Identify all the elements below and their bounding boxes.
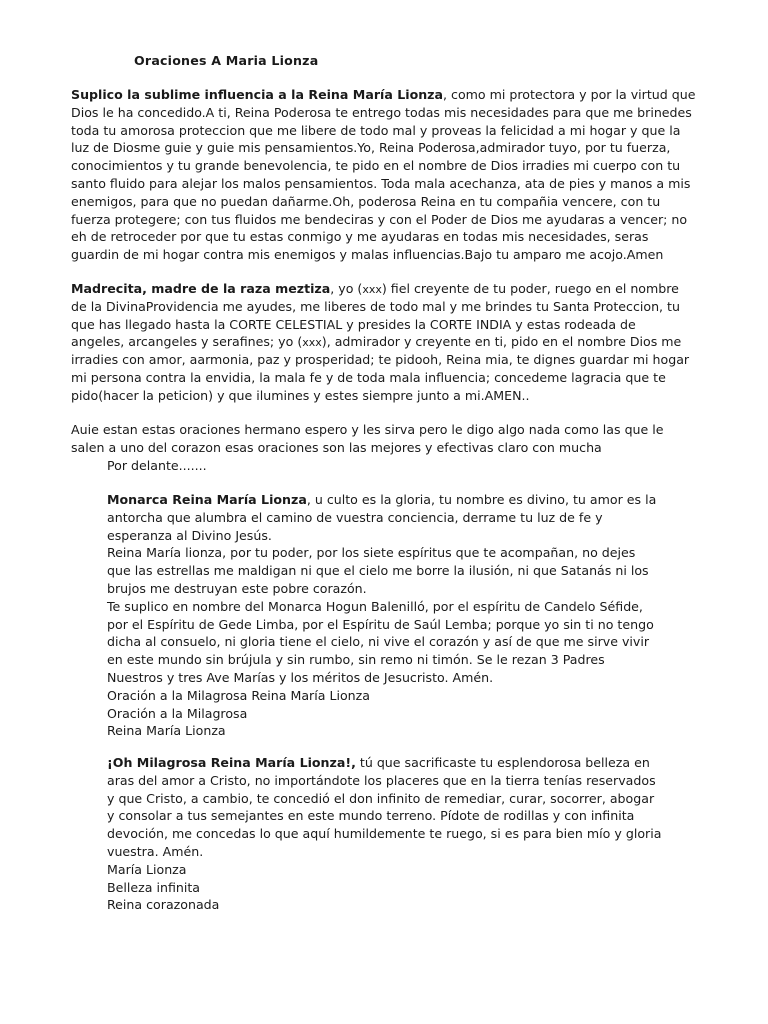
text-line [71,139,695,157]
line-text: que has llegado hasta la CORTE CELESTIAL y presides la CORTE INDIA y estas rodeada de [71,316,636,332]
line-text: , yo ( [330,281,363,296]
text-line [107,705,656,723]
text-line [107,457,207,475]
line-text: santo fluido para alejar los malos pensamientos. Toda mala acechanza, ata de pies y manos a mis [71,175,691,191]
line-text: Reina corazonada [107,897,220,913]
line-text: Oración a la Milagrosa Reina María Lionza [107,687,370,703]
text-line [107,633,656,651]
line-text: Belleza infinita [107,879,201,895]
line-text: Oración a la Milagrosa [107,705,248,721]
text-line [71,122,695,140]
text-line [71,246,695,264]
text-line [71,369,689,387]
line-text: devoción, me concedas lo que aquí humildemente te ruego, si es para bien mío y gloria [107,826,662,842]
text-line [107,687,656,705]
text-line [71,387,689,405]
paragraph-madrecita [71,280,689,405]
line-text: aras del amor a Cristo, no importándote los placeres que en la tierra tenías reservados [107,772,656,788]
text-line [107,879,661,897]
line-text: y que Cristo, a cambio, te concedió el don infinito de remediar, curar, socorrer, abogar [107,790,655,806]
text-line [107,580,656,598]
text-line [71,193,695,211]
line-text: , u culto es la gloria, tu nombre es divino, tu amor es la [306,492,657,507]
text-line [107,527,656,545]
text-line [107,598,656,616]
text-line [71,228,695,246]
text-line [107,509,656,527]
line-text: Auie estan estas oraciones hermano espero y les sirva pero le digo algo nada como las que le [71,422,664,437]
text-line [107,772,661,790]
bold-heading-text: Suplico la sublime influencia a la Reina María Lionza [71,87,444,102]
text-line [71,316,689,334]
document-title: Oraciones A Maria Lionza [134,53,319,68]
line-text: y consolar a tus semejantes en este mundo terreno. Pídote de rodillas y con infinita [107,808,635,824]
line-text: eh de retroceder por que tu estas conmigo y me ayudaras en todas mis necesidades, seras [71,229,649,245]
text-line [71,280,689,298]
text-line [71,104,695,122]
line-text: antorcha que alumbra el camino de vuestra conciencia, derrame tu luz de fe y [107,509,603,525]
line-text: esperanza al Divino Jesús. [107,527,272,543]
text-line [107,669,656,687]
text-line [107,896,661,914]
line-text: , como mi protectora y por la virtud que [443,87,696,102]
text-line [71,333,689,351]
text-line [71,175,695,193]
line-text: que las estrellas me maldigan ni que el cielo me borre la ilusión, ni que Satanás ni los [107,563,649,579]
line-text: Dios le ha concedido.A ti, Reina Poderosa te entrego todas mis necesidades para que me brinedes [71,104,692,120]
line-text: ), admirador y creyente en ti, pido en el nombre Dios me [321,334,682,350]
text-line [107,825,661,843]
line-text: fuerza protegere; con tus fluidos me bendeciras y con el Poder de Dios me ayudaras a vencer; no [71,211,688,227]
paragraph-monarca [107,491,656,740]
line-text: mi persona contra la envidia, la mala fe y de toda mala influencia; concedeme lagracia que te [71,369,666,385]
text-line [107,544,656,562]
text-line [71,439,664,457]
line-text: en este mundo sin brújula y sin rumbo, sin remo ni timón. Se le rezan 3 Padres [107,652,605,668]
text-line [107,807,661,825]
text-line [107,843,661,861]
line-text: pido(hacer la peticion) y que ilumines y estes siempre junto a mi.AMEN.. [71,387,530,403]
text-line [107,651,656,669]
text-line [107,616,656,634]
text-line [71,351,689,369]
paragraph-por-delante [107,457,207,475]
line-text: dicha al consuelo, ni gloria tiene el cielo, ni vive el corazón y así de que me sirve vivir [107,634,650,650]
line-text: Nuestros y tres Ave Marías y los méritos de Jesucristo. Amén. [107,669,494,685]
line-text: conocimientos y tu grande benevolencia, te pido en el nombre de Dios irradies mi cuerpo con tu [71,158,681,174]
placeholder-text: xxx [302,336,322,350]
placeholder-text: xxx [362,283,382,296]
line-text: María Lionza [107,861,187,877]
text-line [107,562,656,580]
line-text: Reina María Lionza [107,723,226,739]
line-text: irradies con amor, aarmonia, paz y prosperidad; te pidooh, Reina mia, te dignes guardar mi hogar [71,352,690,368]
text-line [71,157,695,175]
text-line [71,421,664,439]
line-text: Por delante....... [107,458,207,473]
line-text: ) fiel creyente de tu poder, ruego en el nombre [381,281,679,296]
line-text: salen a uno del corazon esas oraciones son las mejores y efectivas claro con mucha [71,439,602,455]
bold-heading-text: ¡Oh Milagrosa Reina María Lionza!, [107,755,356,770]
line-text: toda tu amorosa proteccion que me libere de todo mal y proveas la felicidad a mi hogar y que la [71,122,681,138]
text-line [71,86,695,104]
line-text: Te suplico en nombre del Monarca Hogun Balenilló, por el espíritu de Candelo Séfide, [107,598,643,614]
paragraph-suplico [71,86,695,264]
text-line [71,211,695,229]
line-text: de la DivinaProvidencia me ayudes, me liberes de todo mal y me brindes tu Santa Proteccion, tu [71,298,680,314]
text-line [71,298,689,316]
line-text: brujos me destruyan este pobre corazón. [107,580,367,596]
bold-heading-text: Monarca Reina María Lionza [107,492,307,507]
text-line [107,790,661,808]
line-text: vuestra. Amén. [107,843,204,859]
paragraph-comment [71,421,664,457]
line-text: por el Espíritu de Gede Limba, por el Espíritu de Saúl Lemba; porque yo sin ti no tengo [107,616,654,632]
line-text: luz de Diosme guie y guie mis pensamientos.Yo, Reina Poderosa,admirador tuyo, por tu fuerza, [71,140,671,156]
bold-heading-text: Madrecita, madre de la raza meztiza [71,281,331,296]
line-text: angeles, arcangeles y serafines; yo ( [71,334,303,350]
text-line [107,754,661,772]
text-line [107,861,661,879]
line-text: Reina María lionza, por tu poder, por los siete espíritus que te acompañan, no dejes [107,545,636,561]
text-line [107,722,656,740]
line-text: enemigos, para que no puedan dañarme.Oh, poderosa Reina en tu compañia vencere, con tu [71,193,661,209]
text-line [107,491,656,509]
paragraph-milagrosa [107,754,661,914]
line-text: guardin de mi hogar contra mis enemigos y malas influencias.Bajo tu amparo me acojo.Amen [71,247,664,263]
line-text: tú que sacrificaste tu esplendorosa belleza en [355,755,650,770]
